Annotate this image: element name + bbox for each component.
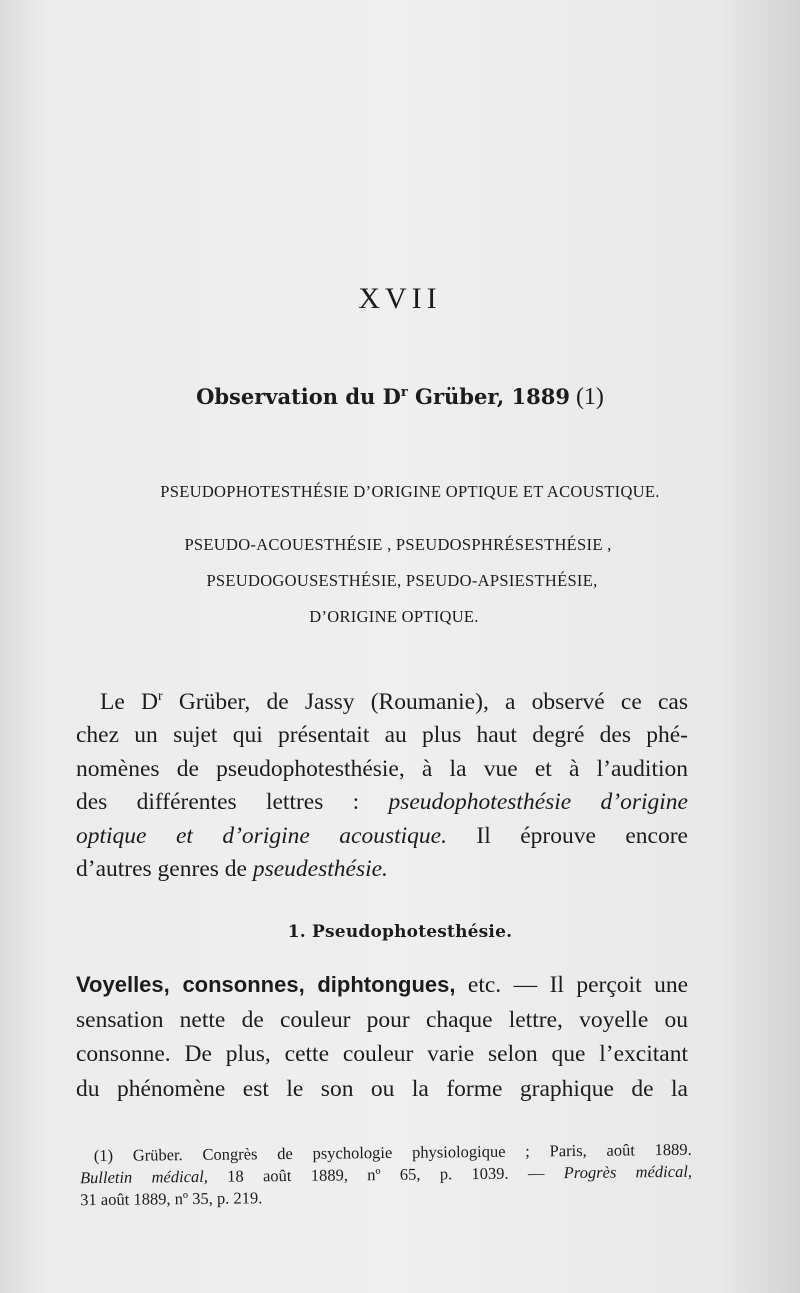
title-prefix: Observation du D <box>196 384 401 409</box>
subheading-1: PSEUDOPHOTESTHÉSIE D’ORIGINE OPTIQUE ET ACOUSTIQUE. <box>160 482 660 501</box>
subheading-4: D’ORIGINE OPTIQUE. <box>309 607 479 626</box>
footnote-line: (1) Grüber. Congrès de psychologie physiologique ; Paris, août 1889. <box>93 1139 692 1166</box>
footnote-line: Bulletin médical, 18 août 1889, nº 65, p. 1039. — Progrès médical, <box>79 1161 693 1188</box>
chapter-number: XVII <box>358 282 442 315</box>
text-line: du phénomène est le son ou la forme graphique de la <box>76 1075 688 1102</box>
footnote-line: 31 août 1889, nº 35, p. 219. <box>80 1188 263 1210</box>
text-line: optique et d’origine acoustique. Il éprouve encore <box>76 822 688 849</box>
footnote <box>80 1139 693 1211</box>
text-line: d’autres genres de pseudesthésie. <box>76 856 388 883</box>
text-line: nomènes de pseudophotesthésie, à la vue et à l’audition <box>76 755 688 782</box>
subheading-2: PSEUDO-ACOUESTHÉSIE , PSEUDOSPHRÉSESTHÉSIE , <box>184 535 612 554</box>
text-line: Le $D^r$ Grüber, de Jassy (Roumanie), a observé ce cas <box>100 688 688 715</box>
title-sup: r <box>400 385 408 400</box>
footnote-ref: (1) <box>569 384 604 410</box>
title-name: Grüber, 1889 <box>407 384 570 409</box>
subheading-3: PSEUDOGOUSESTHÉSIE, PSEUDO-APSIESTHÉSIE, <box>206 571 598 590</box>
text-line: Voyelles, consonnes, diphtongues, etc. — Il perçoit une <box>76 972 688 998</box>
text-line: consonne. De plus, cette couleur varie selon que l’excitant <box>76 1041 688 1067</box>
observation-title <box>0 384 800 411</box>
paragraph-section <box>76 968 688 1106</box>
text-line: chez un sujet qui présentait au plus haut degré des phé- <box>76 722 688 749</box>
text-line: sensation nette de couleur pour chaque lettre, voyelle ou <box>76 1006 688 1033</box>
text-line: des différentes lettres : pseudophotesthésie d’origine <box>76 789 688 816</box>
section-heading: 1. Pseudophotesthésie. <box>287 922 513 942</box>
paragraph-intro <box>76 680 688 887</box>
